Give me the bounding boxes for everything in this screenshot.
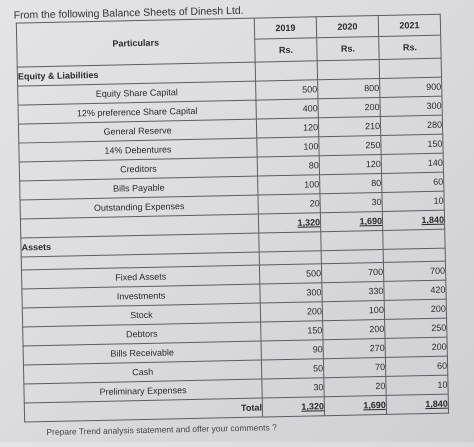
row-value: 200 (323, 319, 385, 339)
row-value: 300 (260, 283, 322, 303)
row-value: 60 (385, 356, 447, 376)
row-value: 250 (385, 318, 447, 338)
row-label: Preliminary Expenses (24, 379, 262, 403)
row-label: Bills Receivable (23, 341, 261, 365)
row-value: 120 (256, 118, 318, 138)
row-value: 210 (318, 116, 380, 136)
row-value: 500 (256, 80, 318, 100)
year-header: 2021 (378, 14, 440, 36)
row-value: 50 (261, 359, 323, 379)
row-value: 150 (261, 321, 323, 341)
particulars-header: Particulars (16, 18, 255, 67)
currency-header: Rs. (317, 36, 379, 60)
row-label: 14% Debentures (19, 138, 257, 162)
row-value: 80 (320, 173, 382, 193)
row-value: 120 (319, 154, 381, 174)
section-title-equity: Equity & Liabilities (17, 62, 255, 86)
row-value: 700 (321, 262, 383, 282)
intro-text: From the following Balance Sheets of Dinesh Ltd. (13, 4, 244, 22)
row-value: 100 (322, 300, 384, 320)
total-label: Total (24, 398, 262, 422)
row-value: 10 (386, 375, 448, 395)
row-label: Creditors (19, 157, 257, 181)
row-value: 800 (318, 78, 380, 98)
total-value: 1,320 (262, 397, 324, 417)
row-value: 30 (262, 378, 324, 398)
row-value: 200 (384, 299, 446, 319)
row-value: 100 (257, 137, 319, 157)
row-label: Fixed Assets (21, 265, 259, 289)
row-value: 90 (261, 340, 323, 360)
row-value: 200 (385, 337, 447, 357)
section-title-assets: Assets (21, 233, 259, 257)
total-value: 1,840 (382, 210, 444, 230)
total-value: 1,690 (324, 395, 386, 415)
row-label: 12% preference Share Capital (18, 100, 256, 124)
currency-header: Rs. (379, 35, 441, 59)
row-value: 420 (384, 280, 446, 300)
year-header: 2019 (254, 17, 316, 39)
row-label: Investments (22, 284, 260, 308)
row-value: 700 (383, 261, 445, 281)
question-text: Prepare Trend analysis statement and offer your comments ? (46, 422, 277, 438)
row-value: 10 (382, 191, 444, 211)
row-label: Equity Share Capital (18, 81, 256, 105)
row-label: General Reserve (18, 119, 256, 143)
row-value: 140 (381, 153, 443, 173)
row-value: 80 (257, 156, 319, 176)
row-value: 20 (258, 194, 320, 214)
year-header: 2020 (316, 15, 378, 37)
row-value: 250 (319, 135, 381, 155)
row-value: 300 (380, 96, 442, 116)
row-value: 500 (259, 264, 321, 284)
row-value: 100 (258, 175, 320, 195)
row-value: 70 (323, 357, 385, 377)
row-value: 280 (380, 115, 442, 135)
row-label: Stock (22, 303, 260, 327)
row-value: 330 (322, 281, 384, 301)
row-value: 200 (260, 302, 322, 322)
row-label: Debtors (23, 322, 261, 346)
row-value: 900 (380, 77, 442, 97)
row-label: Outstanding Expenses (20, 195, 258, 219)
row-label: Cash (23, 360, 261, 384)
row-value: 270 (323, 338, 385, 358)
row-value: 20 (324, 376, 386, 396)
total-value: 1,840 (386, 394, 448, 414)
total-value: 1,690 (320, 211, 382, 231)
balance-sheet-table (16, 14, 449, 423)
row-value: 150 (381, 134, 443, 154)
row-value: 400 (256, 99, 318, 119)
row-value: 200 (318, 97, 380, 117)
row-label: Bills Payable (20, 176, 258, 200)
total-value: 1,320 (258, 213, 320, 233)
row-value: 60 (382, 172, 444, 192)
currency-header: Rs. (255, 38, 317, 62)
row-value: 30 (320, 192, 382, 212)
